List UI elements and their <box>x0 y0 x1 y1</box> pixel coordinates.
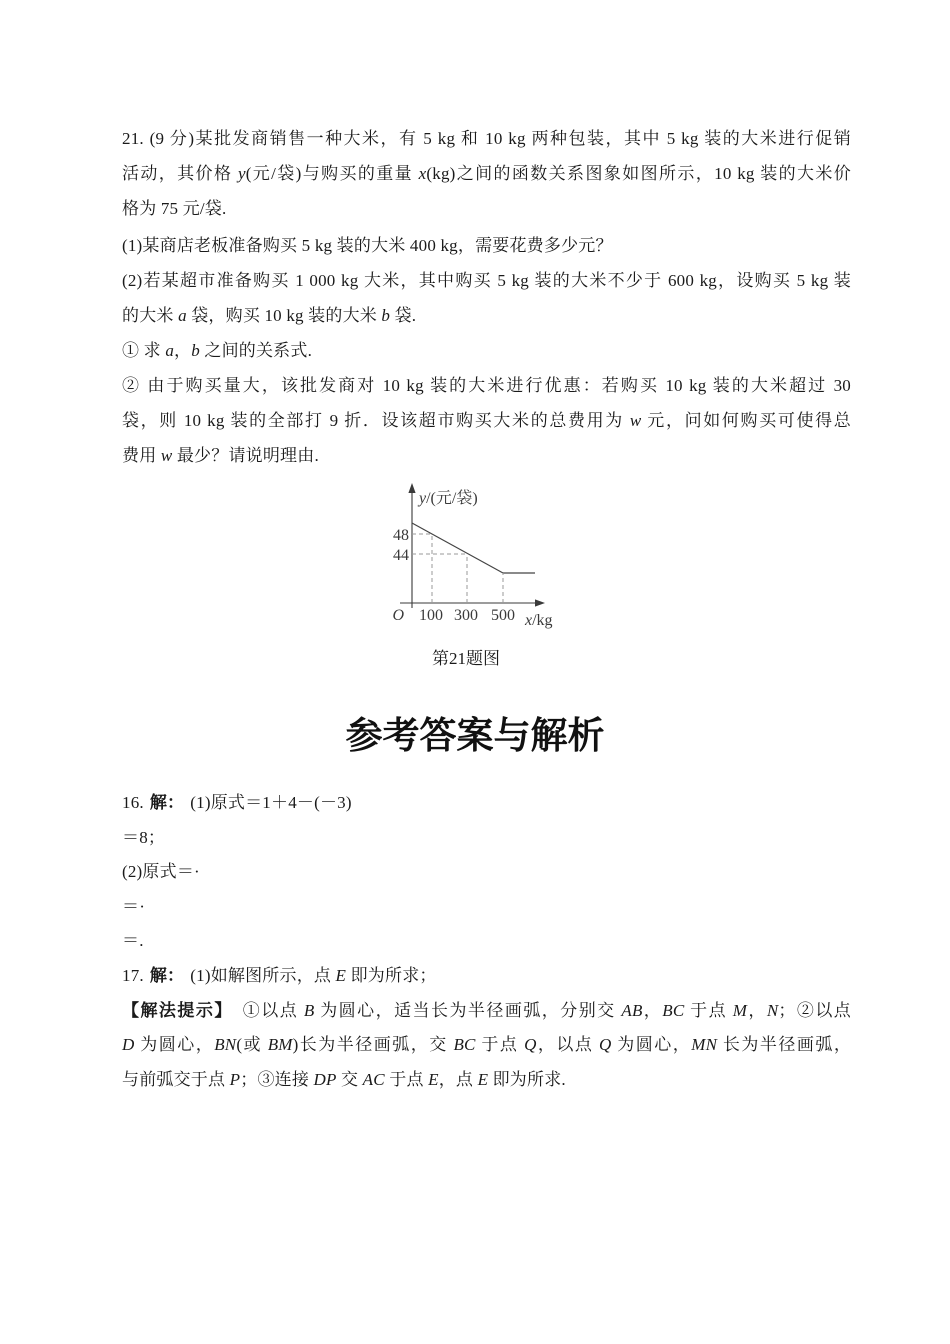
answer17-hint-line-2-text: D 为圆心，BN(或 BM)长为半径画弧，交 BC 于点 Q，以点 Q 为圆心，MN 长为半径画弧， <box>122 1035 852 1054</box>
question21-line-1-text: 21. (9 分)某批发商销售一种大米，有 5 kg 和 10 kg 两种包装，其中 5 kg 装的大米进行促销 <box>122 129 851 148</box>
answer17-number: 17. <box>122 966 144 985</box>
answer17-hint-label: 【解法提示】 <box>122 1001 233 1020</box>
answer17-line-1 <box>122 965 851 988</box>
answer17-hint-line-1 <box>122 1000 851 1023</box>
x-tick-500: 500 <box>491 607 515 624</box>
x-axis-label <box>524 612 553 629</box>
answer16-number: 16. <box>122 793 144 812</box>
question21-line-7 <box>122 340 851 363</box>
price-line-decreasing <box>412 523 503 573</box>
question21-line-9 <box>122 410 851 433</box>
question21-line-2 <box>122 163 851 186</box>
graph-svg <box>375 480 575 638</box>
answer16-line-5-text: ＝. <box>122 931 144 950</box>
question21-line-2-text: 活动，其价格 y(元/袋)与购买的重量 x(kg)之间的函数关系图象如图所示，10 kg 装的大米价 <box>122 164 851 183</box>
answers-heading <box>0 716 950 757</box>
answer17-hint-line-3 <box>122 1069 851 1092</box>
answer17-hint-line-3-text: 与前弧交于点 P；③连接 DP 交 AC 于点 E，点 E 即为所求. <box>122 1070 566 1089</box>
question21-line-1 <box>122 128 851 151</box>
y-tick-48: 48 <box>393 527 409 544</box>
question21-line-5 <box>122 270 851 293</box>
question21-line-9-text: 袋，则 10 kg 装的全部打 9 折．设该超市购买大米的总费用为 w 元，问如何购买可使得总 <box>122 411 851 430</box>
question21-line-10-text: 费用 w 最少？请说明理由. <box>122 446 319 465</box>
question21-line-7-text: ① 求 a，b 之间的关系式. <box>122 341 313 360</box>
y-axis-label <box>417 488 478 507</box>
answer17-solution-label: 解： <box>149 966 185 985</box>
answer16-line-1 <box>122 792 851 815</box>
figure-caption <box>366 644 566 669</box>
answer16-line-2-text: ＝8； <box>122 828 166 847</box>
question21-line-8 <box>122 375 851 398</box>
answer16-solution-label: 解： <box>149 793 185 812</box>
question21-line-3-text: 格为 75 元/袋. <box>122 199 227 218</box>
x-axis-unit: /kg <box>532 612 553 629</box>
question21-line-4-text: (1)某商店老板准备购买 5 kg 装的大米 400 kg，需要花费多少元？ <box>122 236 613 255</box>
answer16-line-2 <box>122 827 851 850</box>
answer16-line-4-text: ＝· <box>122 897 146 916</box>
y-tick-44: 44 <box>393 547 409 564</box>
answer17-hint-line-1-text: ①以点 B 为圆心，适当长为半径画弧，分别交 AB，BC 于点 M，N；②以点 <box>242 1001 851 1020</box>
price-weight-graph <box>375 480 575 638</box>
answer17-hint-line-2 <box>122 1034 851 1057</box>
answer16-line-4 <box>122 896 851 919</box>
answer16-line-3 <box>122 861 851 884</box>
x-tick-300: 300 <box>454 607 478 624</box>
question21-line-3 <box>122 198 851 221</box>
x-axis-arrow-icon <box>535 599 545 606</box>
question21-line-4 <box>122 235 851 258</box>
answer16-line-1-text: (1)原式＝1＋4－(－3) <box>190 793 352 812</box>
y-axis-var: y <box>419 490 427 507</box>
origin-label: O <box>392 607 404 624</box>
answer17-line-1-text: (1)如解图所示，点 E 即为所求； <box>190 966 437 985</box>
question21-line-6-text: 的大米 a 袋，购买 10 kg 装的大米 b 袋. <box>122 306 417 325</box>
answers-heading-text: 参考答案与解析 <box>345 715 605 756</box>
question21-line-5-text: (2)若某超市准备购买 1 000 kg 大米，其中购买 5 kg 装的大米不少于 600 kg，设购买 5 kg 装 <box>122 271 851 290</box>
y-axis-unit: /(元/袋) <box>426 490 478 507</box>
answer16-line-5 <box>122 930 851 953</box>
answer16-line-3-text: (2)原式＝· <box>122 862 200 881</box>
x-axis-var: x <box>525 612 533 629</box>
x-tick-100: 100 <box>419 607 443 624</box>
figure-caption-text: 第21题图 <box>432 649 500 668</box>
y-axis-arrow-icon <box>408 483 415 493</box>
question21-line-8-text: ② 由于购买量大，该批发商对 10 kg 装的大米进行优惠：若购买 10 kg 装的大米超过 30 <box>122 376 851 395</box>
question21-line-10 <box>122 445 851 468</box>
question21-line-6 <box>122 305 851 328</box>
